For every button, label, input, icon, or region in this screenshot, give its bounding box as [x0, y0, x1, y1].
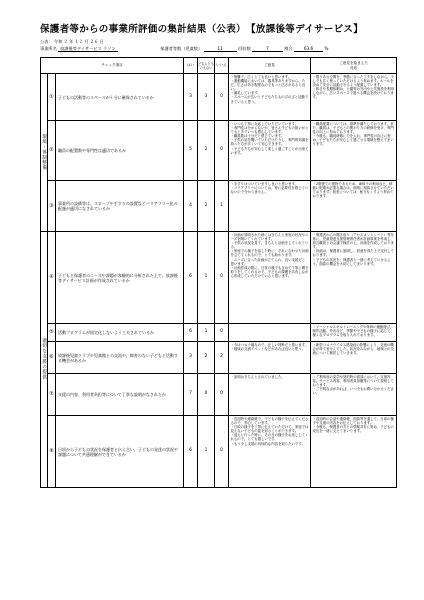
facility-label: 事業所名: [40, 46, 57, 51]
item-text: 活動プログラムが固定化しないよう工夫されているか: [56, 324, 184, 342]
item-number: ⑧: [48, 416, 56, 488]
opinion-text: ・送迎時や連絡帳で、子どもの様子を伝えてくださるので、安心しています。 ・日頃の様子を丁寧に伝えていただけて、家庭では見えない子どもの姿を知ることができます。 ・迎えに行った時に、その日の様子をお話ししてくれるので、とても嬉しいです。 ・もう少し支援の具体的な内容を知りたいです。: [229, 416, 311, 488]
no-count: 1: [215, 181, 229, 232]
no-count: 0: [215, 416, 229, 488]
header-item: チェック項目: [41, 58, 184, 74]
facility-value: 放課後等デイサービス ラソン: [60, 46, 116, 51]
response-text: ・保護者からの聞き取り（アセスメントシート）等を基に、児童発達支援管理責任者が計画原案を作成し、担当職員との会議で検討の上、計画を作成しております。 ・計画は、保護者に説明し、同意を得た上で交付しております。 ・子どもの状況を、保護者と一緒に考えていけるよう、面談の機会を大切にしてまいります。: [311, 232, 397, 324]
header-response: ご意見を踏まえた 対応: [311, 58, 397, 74]
opinion-text: ・計画が説明された時にはきちんと家庭の状況やニーズを聞いてくれています。 ・子供の状況を見て、きちんと計画をしてくれている。 ・家庭での様子を話した時に、それに合わせた計画を立ててくれるので、とても助かります。 ・ニーズに合った計画が立てられ、良い支援だと思います。 ・計画作成の際に、日常の様子も含めて丁寧に聞き取りをしてくれるので、子どもの課題を共有しながら作成していただけていると思います。: [229, 232, 311, 324]
item-number: ①: [48, 74, 56, 121]
response-text: ・ご利用前の見学や契約時の面談において、支援内容、サービス内容、利用者負担額等について説明しております。 ・ご不明な点があれば、いつでもお問い合わせください。: [311, 374, 397, 416]
category-cell: [41, 74, 48, 232]
neutral-count: 0: [198, 374, 215, 416]
response-label: 回収数: [238, 46, 251, 51]
header-neutral: どちらとも いえない: [198, 58, 215, 74]
item-text: 支援の内容、利用者負担等について丁寧な説明がなされたか: [56, 374, 184, 416]
opinion-text: ・いつも丁寧に対応していただいています。 ・専門性は分からないが、皆さん子どもの扱いがとても上手でいつも感心しています。 ・職員数は十分だと感じています。 ・子供の話を聞いていただけたりし、専門的知識を持った方が多くいて安心できます。 ・子どもたちが安心して楽しく過ごすことが出来ています。: [229, 121, 311, 181]
response-text: ・職員配置については、基準を満たしております。また、職員は、子どもとの関わり方の研修を受け、専門性の向上に努めております。 ・今後も、職員研修に力を入れ、専門性の向上に努め、子どもたちが安心して過ごせる環境を整えてまいります。: [311, 121, 397, 181]
no-count: 2: [215, 342, 229, 374]
neutral-count: 3: [198, 74, 215, 121]
yes-count: 6: [184, 416, 198, 488]
yes-count: 5: [184, 121, 198, 181]
table-header-row: [41, 58, 397, 74]
no-count: 0: [215, 374, 229, 416]
date-label: 公表：: [40, 39, 53, 44]
item-text: 事業所の設備等は、スロープや手すりの設置などバリアフリー化の配慮が適切になされているか: [56, 181, 184, 232]
opinion-text: ・説明はきちんとされていました。: [229, 374, 311, 416]
rate-value: 63.6: [294, 46, 323, 52]
no-count: 0: [215, 324, 229, 342]
item-number: ⑤: [48, 324, 56, 342]
no-count: 0: [215, 121, 229, 181]
table-row: [41, 342, 397, 374]
response-text: ・2階建ての建物であるため、車椅子の利用など、移動に配慮が必要な場合は、個別に相談させていただいております。段差については、極力なくすよう努めております。: [311, 181, 397, 232]
item-text: 職員の配置数や専門性は適切であるか: [56, 121, 184, 181]
neutral-count: 2: [198, 121, 215, 181]
response-text: ・ソーシャルスキルトレーニングや体幹の運動遊び、制作活動、外出など、季節や子どもの様子に応じて、様々なプログラムを取り入れております。: [311, 324, 397, 342]
table-row: [41, 324, 397, 342]
neutral-count: 2: [198, 181, 215, 232]
yes-count: 4: [184, 181, 198, 232]
opinion-text: ・無難で、広くとても良いと思います。 ・運動機能においては、器具等ありますから、ただ、広さはある程度なのでもっと広さがあると良い。 ・満足しています。 ・スペースが広いと子どもたちものびのびと活動できていると思う。: [229, 74, 311, 121]
opinion-text: ・手すりはついていますし良いと思います。 ・バリアフリーについては、特に必要性を感じていないので分かりません。: [229, 181, 311, 232]
date-value: 令和 ２ 年 １２ 月 ２６ 日: [53, 39, 104, 44]
opinion-text: ・今はコロナ禍なので、正しい判断だと思います。 ・地域の交流イベントなどがあれば良いと思う。: [229, 342, 311, 374]
table-row: [41, 121, 397, 181]
neutral-count: 1: [198, 324, 215, 342]
opinion-text: [229, 324, 311, 342]
neutral-count: 1: [198, 416, 215, 488]
facility-info: [40, 46, 329, 52]
rate-label: 割合: [284, 46, 293, 51]
evaluation-table: [40, 57, 397, 488]
survey-value: 11: [204, 46, 237, 52]
survey-label: 保護者等数（児童数）: [160, 46, 203, 51]
item-number: ⑥: [48, 342, 56, 374]
rate-unit: %: [324, 46, 329, 51]
no-count: 0: [215, 74, 229, 121]
yes-count: 6: [184, 232, 198, 324]
header-opinion: ご意見: [229, 58, 311, 74]
page-title: 保護者等からの事業所評価の集計結果（公表） 【放課後等デイサービス】: [40, 24, 364, 35]
header-no: いいえ: [215, 58, 229, 74]
item-number: ⑦: [48, 374, 56, 416]
yes-count: 3: [184, 342, 198, 374]
table-row: [41, 416, 397, 488]
item-text: 子どもと保護者のニーズや課題が客観的に分析された上で、放課後等デイサービス計画が作成されているか: [56, 232, 184, 324]
publication-date: [40, 39, 104, 45]
yes-count: 7: [184, 374, 198, 416]
response-text: ・限りある空間を、季節に合った工夫をしながら、少しでも広く使っていただけるよう努めます。ルールを決めて安全に活動できるよう配慮しています。 ・休日や長期休暇は、公園等の外出や公共施設を利用しながら、広いスペースで遊べる機会を設けております。: [311, 74, 397, 121]
neutral-count: 2: [198, 342, 215, 374]
category-label: 環境・体制整備: [41, 133, 47, 171]
table-row: [41, 74, 397, 121]
item-text: 放課後児童クラブや児童館との交流や、障害のない子どもと活動する機会があるか: [56, 342, 184, 374]
no-count: 0: [215, 232, 229, 324]
category-label: 適切な支援の提供: [41, 338, 47, 380]
category-cell: [41, 232, 48, 488]
item-text: 日頃から子どもの状況を保護者と伝え合い、子どもの発達の状況や課題について共通理解ができているか: [56, 416, 184, 488]
item-number: ④: [48, 232, 56, 324]
table-row: [41, 232, 397, 324]
item-number: ③: [48, 181, 56, 232]
response-text: ・新型コロナウイルス感染症の影響により、交流の機会が持てませんでした。状況をみながら、地域との交流について検討していきます。: [311, 342, 397, 374]
header-yes: はい: [184, 58, 198, 74]
item-text: 子どもの活動等のスペースが十分に確保されているか: [56, 74, 184, 121]
response-text: ・送迎時の会話や連絡帳、面談等を通して、日頃の様子や支援の内容をお伝えしております。 ・今後も、保護者の方との情報共有に努め、子どもの成長を一緒に支えてまいります。: [311, 416, 397, 488]
yes-count: 3: [184, 74, 198, 121]
item-number: ②: [48, 121, 56, 181]
yes-count: 6: [184, 324, 198, 342]
table-row: [41, 374, 397, 416]
table-row: [41, 181, 397, 232]
neutral-count: 1: [198, 232, 215, 324]
response-value: 7: [252, 46, 283, 52]
